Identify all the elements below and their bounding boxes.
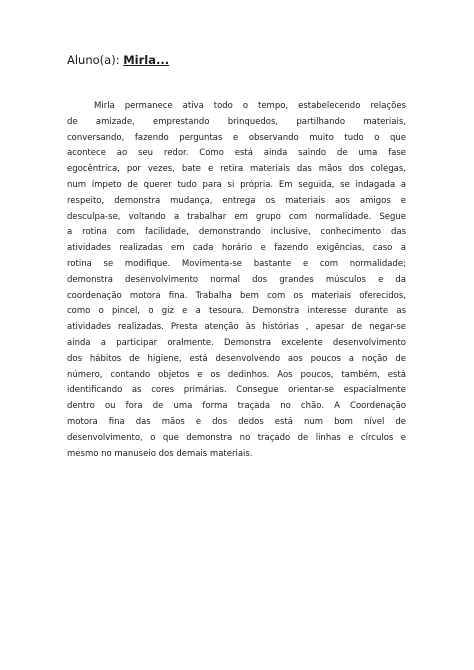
report-line: atividades realizadas. Presta atenção às histórias , apesar de negar-se — [67, 322, 406, 333]
report-line: atividades realizadas em cada horário e fazendo exigências, caso a — [67, 243, 406, 254]
report-line: acontece ao seu redor. Como está ainda saindo de uma fase — [67, 148, 406, 159]
report-line: dos hábitos de higiene, está desenvolvendo aos poucos a noção de — [67, 353, 406, 364]
report-line: desculpa-se, voltando a trabalhar em grupo com normalidade. Segue — [67, 211, 406, 222]
report-line: identificando as cores primárias. Consegue orientar-se espacialmente — [67, 385, 406, 396]
report-line: de amizade, emprestando brinquedos, partilhando materiais, — [67, 116, 406, 127]
report-line: conversando, fazendo perguntas e observando muito tudo o que — [67, 132, 406, 143]
report-line: dentro ou fora de uma forma traçada no chão. A Coordenação — [67, 401, 406, 412]
report-paragraph — [67, 99, 406, 462]
report-line: num ímpeto de querer tudo para si própria. Em seguida, se indagada a — [67, 179, 406, 190]
student-label: Aluno(a): — [67, 53, 120, 67]
report-line: coordenação motora fina. Trabalha bem com os materiais oferecidos, — [67, 290, 406, 301]
report-line: Mirla permanece ativa todo o tempo, estabelecendo relações — [94, 101, 406, 111]
student-name: Mirla... — [123, 53, 170, 67]
report-line: a rotina com facilidade, demonstrando inclusive, conhecimento das — [67, 227, 406, 238]
report-line: mesmo no manuseio dos demais materiais. — [67, 448, 253, 459]
report-line: egocêntrica, por vezes, bate e retira materiais das mãos dos colegas, — [67, 164, 406, 175]
report-line: ainda a participar oralmente. Demonstra excelente desenvolvimento — [67, 337, 406, 348]
report-line: respeito, demonstra mudança, entrega os materiais aos amigos e — [67, 195, 406, 206]
student-header — [67, 52, 169, 68]
report-line: como o pincel, o giz e a tesoura. Demonstra interesse durante as — [67, 306, 406, 317]
report-line: desenvolvimento, o que demonstra no traçado de linhas e círculos e — [67, 432, 406, 443]
report-line: número, contando objetos e os dedinhos. Aos poucos, também, está — [67, 369, 406, 380]
report-line: demonstra desenvolvimento normal dos grandes músculos e da — [67, 274, 406, 285]
report-line: rotina se modifique. Movimenta-se bastante e com normalidade; — [67, 258, 406, 269]
report-line: motora fina das mãos e dos dedos está num bom nível de — [67, 416, 406, 427]
